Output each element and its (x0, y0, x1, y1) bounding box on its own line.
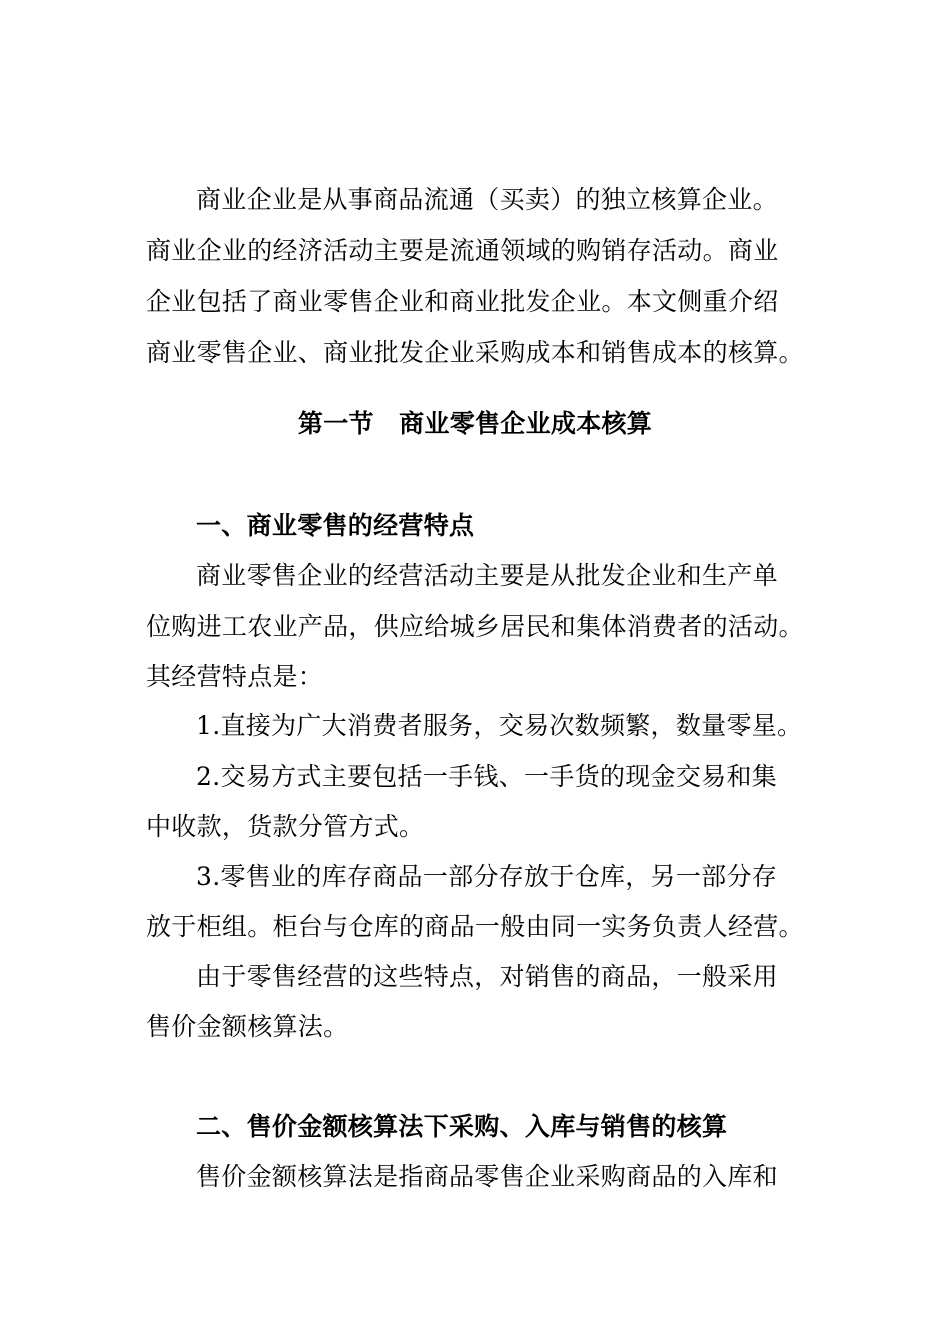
item2-line-1: 2.交易方式主要包括一手钱、一手货的现金交易和集 (196, 762, 778, 791)
part1-heading: 一、商业零售的经营特点 (196, 511, 475, 540)
item1-line-1: 1.直接为广大消费者服务，交易次数频繁，数量零星。 (196, 711, 803, 740)
conclusion-line-1: 由于零售经营的这些特点，对销售的商品，一般采用 (196, 962, 778, 991)
section-title: 第一节 商业零售企业成本核算 (297, 409, 653, 438)
intro-line-2: 商业企业的经济活动主要是流通领域的购销存活动。商业 (146, 236, 779, 265)
part2-heading: 二、售价金额核算法下采购、入库与销售的核算 (196, 1112, 728, 1141)
part1-para-line-3: 其经营特点是： (146, 662, 324, 691)
conclusion-line-2: 售价金额核算法。 (146, 1012, 349, 1041)
item2-line-2: 中收款，货款分管方式。 (146, 812, 425, 841)
part2-para-line-1: 售价金额核算法是指商品零售企业采购商品的入库和 (196, 1162, 778, 1191)
item3-line-2: 放于柜组。柜台与仓库的商品一般由同一实务负责人经营。 (146, 912, 804, 941)
intro-line-4: 商业零售企业、商业批发企业采购成本和销售成本的核算。 (146, 338, 804, 367)
item3-line-1: 3.零售业的库存商品一部分存放于仓库，另一部分存 (196, 862, 778, 891)
intro-line-1: 商业企业是从事商品流通（买卖）的独立核算企业。 (196, 185, 778, 214)
intro-line-3: 企业包括了商业零售企业和商业批发企业。本文侧重介绍 (146, 287, 779, 316)
part1-para-line-1: 商业零售企业的经营活动主要是从批发企业和生产单 (196, 561, 778, 590)
part1-para-line-2: 位购进工农业产品，供应给城乡居民和集体消费者的活动。 (146, 612, 804, 641)
